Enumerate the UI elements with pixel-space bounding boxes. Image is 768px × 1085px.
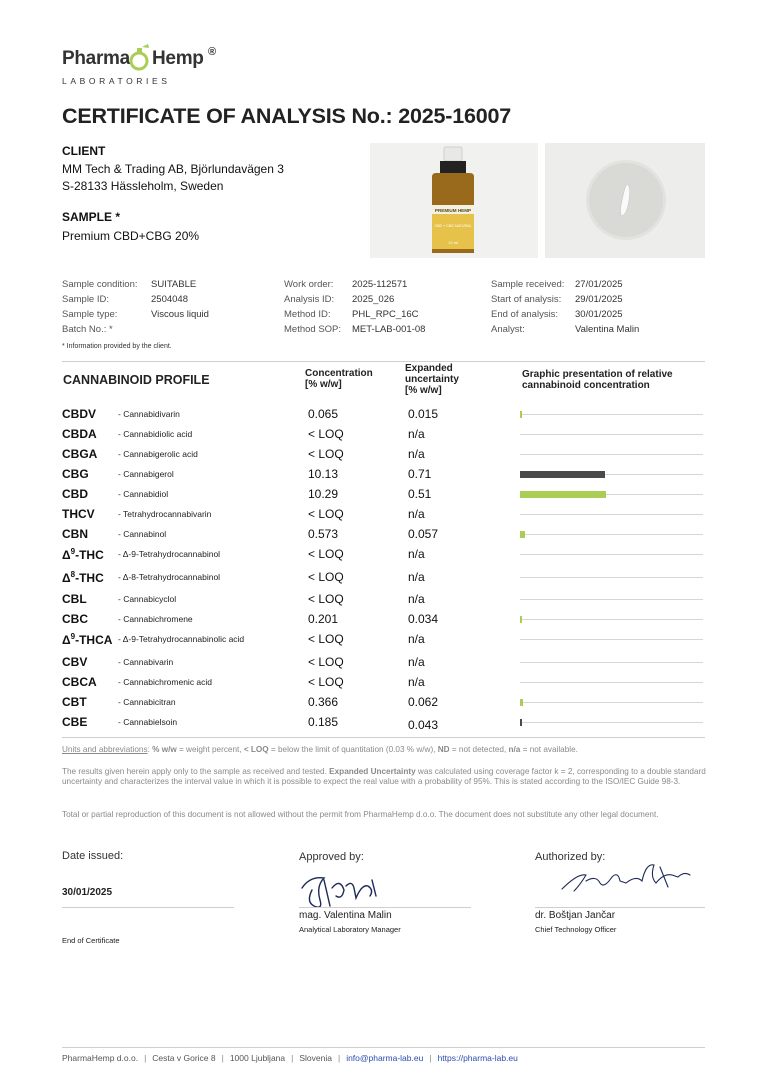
meta-label: Sample condition:: [62, 279, 138, 290]
authorizer-title: Chief Technology Officer: [535, 925, 617, 934]
concentration-bar: [520, 531, 525, 538]
uncertainty-value: 0.057: [408, 527, 439, 541]
cannabinoid-abbr: CBN: [62, 527, 88, 541]
concentration-value: 0.573: [308, 527, 339, 541]
sample-heading: SAMPLE *: [62, 210, 121, 224]
page-title: CERTIFICATE OF ANALYSIS No.: 2025-16007: [62, 104, 511, 128]
cannabinoid-abbr: THCV: [62, 507, 95, 521]
cannabinoid-name: - Cannabielsoin: [118, 717, 178, 727]
concentration-value: < LOQ: [308, 592, 344, 606]
date-issued-label: Date issued:: [62, 850, 124, 862]
cannabinoid-abbr: CBC: [62, 612, 88, 626]
concentration-value: < LOQ: [308, 427, 344, 441]
uncertainty-value: n/a: [408, 675, 425, 689]
footer-company: PharmaHemp d.o.o.: [62, 1053, 139, 1063]
divider: [62, 361, 705, 362]
cannabinoid-name: - Cannabichromene: [118, 614, 193, 624]
bottle-label-product: CBD + CBG NATURAL: [434, 224, 472, 228]
meta-label: Analysis ID:: [284, 294, 335, 305]
concentration-bar: [520, 471, 605, 478]
meta-label: Sample received:: [491, 279, 565, 290]
footer-country: Slovenia: [299, 1053, 332, 1063]
sample-name: Premium CBD+CBG 20%: [62, 229, 200, 243]
meta-label: Sample ID:: [62, 294, 109, 305]
client-address-line1: MM Tech & Trading AB, Björlundavägen 3: [62, 162, 284, 176]
authorizer-name: dr. Boštjan Jančar: [535, 910, 616, 921]
signature-line: [299, 907, 471, 908]
uncertainty-header: Expanded uncertainty [% w/w]: [405, 363, 459, 396]
cannabinoid-name: - Cannabidiol: [118, 489, 169, 499]
bottle-label-brand: PREMIUM HEMP: [434, 208, 472, 213]
concentration-value: 0.185: [308, 715, 339, 729]
graph-baseline: [520, 554, 703, 555]
graph-baseline: [520, 682, 703, 683]
concentration-value: < LOQ: [308, 675, 344, 689]
meta-value: PHL_RPC_16C: [352, 309, 419, 320]
client-address-line2: S-28133 Hässleholm, Sweden: [62, 179, 224, 193]
footer: PharmaHemp d.o.o. | Cesta v Gorice 8 | 1000 Ljubljana | Slovenia | info@pharma-lab.eu | https://pharma-lab.eu: [62, 1053, 518, 1063]
logo-word-hemp: Hemp: [152, 48, 204, 69]
cannabinoid-abbr: CBL: [62, 592, 87, 606]
meta-label: Sample type:: [62, 309, 118, 320]
uncertainty-value: 0.034: [408, 612, 439, 626]
date-issued-value: 30/01/2025: [62, 887, 113, 898]
uncertainty-value: n/a: [408, 507, 425, 521]
cannabinoid-abbr: CBT: [62, 695, 87, 709]
uncertainty-value: 0.062: [408, 695, 439, 709]
cannabinoid-name: - Cannabigerolic acid: [118, 449, 198, 459]
uncertainty-value: n/a: [408, 547, 425, 561]
uncertainty-value: n/a: [408, 570, 425, 584]
concentration-bar: [520, 719, 522, 726]
meta-value: 30/01/2025: [575, 309, 623, 320]
units-abbreviations: Units and abbreviations: % w/w = weight percent, < LOQ = below the limit of quantitation (0.03 % w/w), ND = not detected, n/a = not available.: [62, 745, 578, 754]
uncertainty-value: 0.51: [408, 487, 432, 501]
concentration-value: < LOQ: [308, 655, 344, 669]
approver-title: Analytical Laboratory Manager: [299, 925, 401, 934]
authorized-by-label: Authorized by:: [535, 851, 606, 863]
uncertainty-value: n/a: [408, 447, 425, 461]
sample-dish-photo: [545, 143, 705, 258]
logo-registered-mark: ®: [208, 46, 217, 58]
footer-divider: [62, 1047, 705, 1048]
graph-baseline: [520, 434, 703, 435]
end-of-certificate: End of Certificate: [62, 936, 120, 945]
graph-baseline: [520, 577, 703, 578]
bottle-label-volume: 10 ml: [448, 240, 458, 245]
cannabinoid-name: - Cannabivarin: [118, 657, 174, 667]
cannabinoid-abbr: $\Delta^8$-THC: [62, 570, 104, 585]
graph-baseline: [520, 599, 703, 600]
uncertainty-value: n/a: [408, 427, 425, 441]
meta-label: End of analysis:: [491, 309, 559, 320]
meta-value: SUITABLE: [151, 279, 197, 290]
meta-value: 2025_026: [352, 294, 395, 305]
cannabinoid-abbr: CBDV: [62, 407, 97, 421]
concentration-value: < LOQ: [308, 570, 344, 584]
approver-signature-icon: [296, 866, 388, 912]
cannabinoid-name: - Cannabidiolic acid: [118, 429, 193, 439]
cannabinoid-name: - Cannabidivarin: [118, 409, 180, 419]
graph-baseline: [520, 454, 703, 455]
uncertainty-value: 0.043: [408, 718, 439, 732]
cannabinoid-abbr: CBCA: [62, 675, 97, 689]
meta-value: Valentina Malin: [575, 324, 640, 335]
concentration-value: 0.366: [308, 695, 339, 709]
concentration-value: 0.065: [308, 407, 339, 421]
signature-line: [535, 907, 705, 908]
meta-value: 27/01/2025: [575, 279, 623, 290]
concentration-value: < LOQ: [308, 632, 344, 646]
concentration-value: 10.29: [308, 487, 339, 501]
cannabinoid-abbr: CBG: [62, 467, 89, 481]
concentration-header: Concentration [% w/w]: [305, 368, 373, 390]
graph-baseline: [520, 414, 703, 415]
authorizer-signature-icon: [556, 859, 698, 899]
cannabinoid-abbr: CBV: [62, 655, 88, 669]
concentration-value: < LOQ: [308, 447, 344, 461]
cannabinoid-abbr: $\Delta^9$-THC: [62, 547, 104, 562]
uncertainty-value: n/a: [408, 632, 425, 646]
logo-subtitle: LABORATORIES: [62, 76, 171, 86]
uncertainty-value: 0.015: [408, 407, 439, 421]
cannabinoid-abbr: CBD: [62, 487, 88, 501]
reproduction-notice: Total or partial reproduction of this document is not allowed without the permit from PharmaHemp d.o.o. The document does not substitute any other legal document.: [62, 810, 659, 819]
uncertainty-value: 0.71: [408, 467, 432, 481]
meta-label: Method SOP:: [284, 324, 342, 335]
footer-email-link[interactable]: info@pharma-lab.eu: [346, 1053, 424, 1063]
client-heading: CLIENT: [62, 144, 106, 158]
meta-label: Work order:: [284, 279, 334, 290]
approved-by-label: Approved by:: [299, 851, 364, 863]
cannabinoid-name: - Cannabinol: [118, 529, 167, 539]
client-info-note: * Information provided by the client.: [62, 343, 172, 350]
graph-baseline: [520, 702, 703, 703]
meta-value: 29/01/2025: [575, 294, 623, 305]
cannabinoid-name: - Δ-9-Tetrahydrocannabinolic acid: [118, 634, 245, 644]
graph-baseline: [520, 619, 703, 620]
cannabinoid-abbr: CBE: [62, 715, 88, 729]
cannabinoid-name: - Δ-8-Tetrahydrocannabinol: [118, 572, 221, 582]
concentration-value: 0.201: [308, 612, 339, 626]
meta-value: 2025-112571: [352, 279, 408, 290]
signature-line: [62, 907, 234, 908]
cannabinoid-name: - Cannabicyclol: [118, 594, 177, 604]
meta-label: Batch No.: *: [62, 324, 113, 335]
graph-baseline: [520, 514, 703, 515]
meta-label: Analyst:: [491, 324, 525, 335]
cannabinoid-name: - Cannabichromenic acid: [118, 677, 213, 687]
uncertainty-value: n/a: [408, 592, 425, 606]
cannabinoid-name: - Tetrahydrocannabivarin: [118, 509, 212, 519]
graph-baseline: [520, 722, 703, 723]
graph-header: Graphic presentation of relative cannabinoid concentration: [522, 369, 673, 391]
graph-baseline: [520, 639, 703, 640]
cannabinoid-abbr: $\Delta^9$-THCA: [62, 632, 113, 647]
footer-website-link[interactable]: https://pharma-lab.eu: [437, 1053, 518, 1063]
approver-name: mag. Valentina Malin: [299, 910, 392, 921]
cannabinoid-abbr: CBGA: [62, 447, 98, 461]
product-bottle-photo: [370, 143, 538, 258]
cannabinoid-abbr: CBDA: [62, 427, 97, 441]
divider: [62, 737, 705, 738]
concentration-bar: [520, 491, 606, 498]
graph-baseline: [520, 534, 703, 535]
logo-word-pharma: Pharma: [62, 48, 130, 69]
concentration-bar: [520, 616, 522, 623]
concentration-value: 10.13: [308, 467, 339, 481]
concentration-bar: [520, 411, 522, 418]
results-disclaimer: The results given herein apply only to the sample as received and tested. Expanded Uncertainty was calculated using coverage factor k = 2, corresponding to a double standard uncertainty and characterizes the interval value in which it is possible to expect the real value with a probability of 95%. This is stated according to the ISO/IEC Guide 98-3.: [62, 767, 706, 786]
footer-city: 1000 Ljubljana: [229, 1053, 286, 1063]
footer-street: Cesta v Gorice 8: [152, 1053, 216, 1063]
meta-value: MET-LAB-001-08: [352, 324, 426, 335]
company-logo: [62, 44, 232, 94]
cannabinoid-name: - Cannabicitran: [118, 697, 176, 707]
concentration-bar: [520, 699, 523, 706]
graph-baseline: [520, 662, 703, 663]
uncertainty-value: n/a: [408, 655, 425, 669]
meta-label: Method ID:: [284, 309, 331, 320]
concentration-value: < LOQ: [308, 507, 344, 521]
cannabinoid-name: - Cannabigerol: [118, 469, 174, 479]
meta-value: 2504048: [151, 294, 188, 305]
cannabinoid-profile-heading: CANNABINOID PROFILE: [63, 373, 210, 387]
cannabinoid-name: - Δ-9-Tetrahydrocannabinol: [118, 549, 221, 559]
meta-value: Viscous liquid: [151, 309, 209, 320]
meta-label: Start of analysis:: [491, 294, 562, 305]
flask-logo-icon: [128, 44, 152, 72]
concentration-value: < LOQ: [308, 547, 344, 561]
